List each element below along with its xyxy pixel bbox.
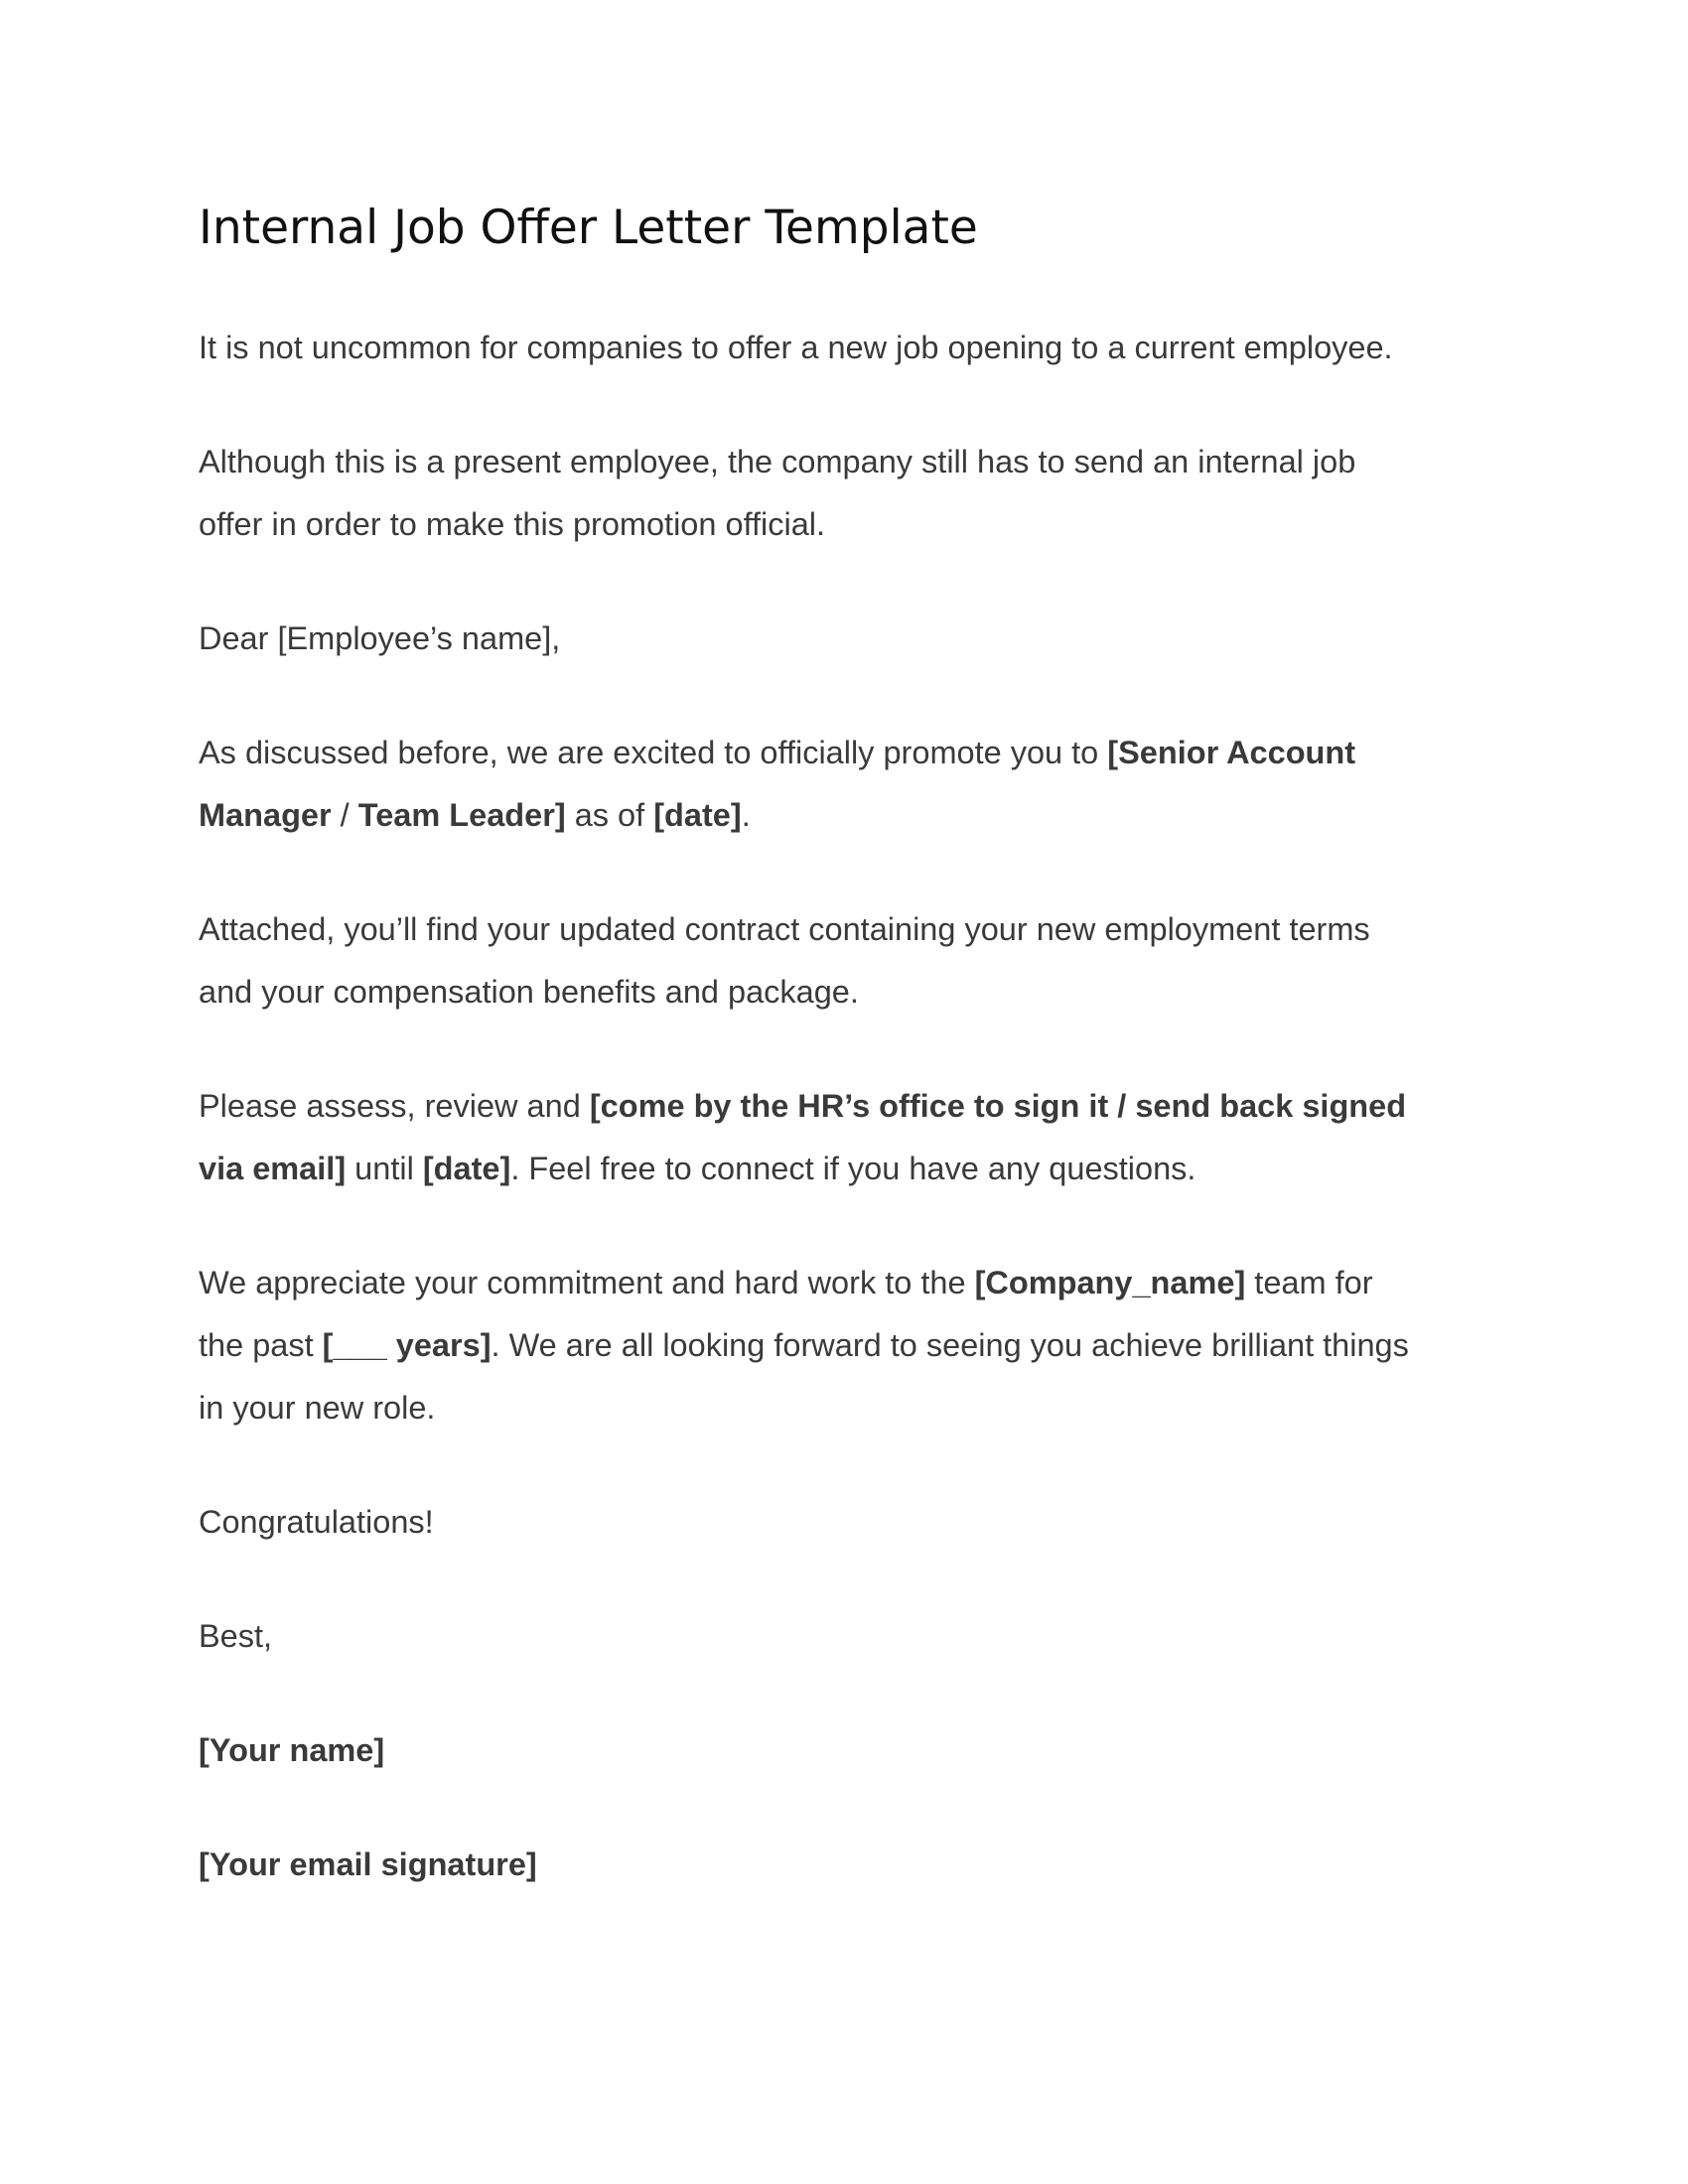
promotion-line-1 xyxy=(199,722,1489,784)
promotion-position-placeholder-1: [Senior Account xyxy=(1107,735,1356,770)
appreciation-text-1: We appreciate your commitment and hard work to the xyxy=(199,1265,975,1300)
intro-paragraph-2 xyxy=(199,431,1489,556)
congrats-text: Congratulations! xyxy=(199,1504,434,1540)
signature-name-placeholder: [Your name] xyxy=(199,1732,385,1768)
review-action-placeholder-2: via email] xyxy=(199,1151,347,1186)
promotion-period: . xyxy=(741,797,751,833)
intro-paragraph-1 xyxy=(199,317,1489,379)
attachment-paragraph xyxy=(199,898,1489,1024)
attachment-line-2: and your compensation benefits and package. xyxy=(199,974,859,1010)
review-action-placeholder-1: [come by the HR’s office to sign it / send back signed xyxy=(589,1088,1407,1124)
intro-1-text: It is not uncommon for companies to offer a new job opening to a current employee. xyxy=(199,330,1393,365)
promotion-line-2 xyxy=(199,784,1489,847)
promotion-text-3: as of xyxy=(565,797,654,833)
promotion-paragraph xyxy=(199,722,1489,847)
review-text-2: until xyxy=(346,1151,423,1186)
appreciation-line-1 xyxy=(199,1252,1489,1314)
attachment-line-1: Attached, you’ll find your updated contract containing your new employment terms xyxy=(199,911,1370,947)
review-line-1 xyxy=(199,1075,1489,1138)
promotion-text-1: As discussed before, we are excited to officially promote you to xyxy=(199,735,1108,770)
appreciation-text-3: the past xyxy=(199,1327,323,1363)
promotion-separator: / xyxy=(331,797,358,833)
appreciation-text-2: team for xyxy=(1245,1265,1373,1300)
company-name-placeholder: [Company_name] xyxy=(974,1265,1246,1300)
signature-email-placeholder: [Your email signature] xyxy=(199,1846,537,1882)
review-date-placeholder: [date] xyxy=(422,1151,511,1186)
signature-email-paragraph xyxy=(199,1834,1489,1896)
closing-text: Best, xyxy=(199,1618,273,1654)
review-text-1: Please assess, review and xyxy=(199,1088,590,1124)
review-paragraph xyxy=(199,1075,1489,1200)
intro-2-line-1: Although this is a present employee, the company still has to send an internal job xyxy=(199,444,1356,479)
intro-2-line-2: offer in order to make this promotion official. xyxy=(199,506,826,542)
page-title: Internal Job Offer Letter Template xyxy=(199,201,978,255)
promotion-position-placeholder-3: Team Leader] xyxy=(357,797,566,833)
appreciation-paragraph xyxy=(199,1252,1489,1439)
greeting-text: Dear [Employee’s name], xyxy=(199,620,561,656)
promotion-position-placeholder-2: Manager xyxy=(199,797,332,833)
congrats-paragraph xyxy=(199,1491,1489,1554)
greeting-paragraph xyxy=(199,608,1489,670)
appreciation-text-4: . We are all looking forward to seeing you achieve brilliant things xyxy=(491,1327,1409,1363)
appreciation-line-3: in your new role. xyxy=(199,1390,436,1426)
appreciation-line-2 xyxy=(199,1314,1489,1377)
review-text-3: . Feel free to connect if you have any questions. xyxy=(510,1151,1196,1186)
promotion-date-placeholder: [date] xyxy=(653,797,742,833)
signature-name-paragraph xyxy=(199,1719,1489,1782)
closing-paragraph xyxy=(199,1605,1489,1668)
review-line-2 xyxy=(199,1138,1489,1200)
years-placeholder: [___ years] xyxy=(322,1327,492,1363)
letter-body xyxy=(199,194,1489,1896)
